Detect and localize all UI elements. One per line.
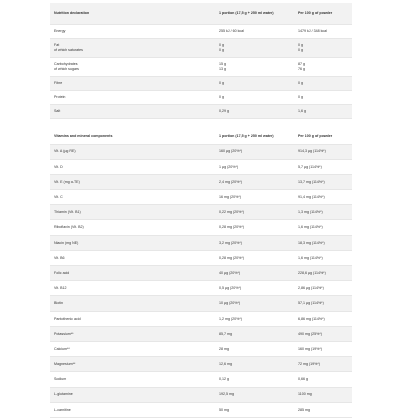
nutrient-name: Magnesium** [54, 362, 76, 367]
nutrient-value: 1100 mg [298, 392, 312, 397]
row-label-cell [50, 326, 217, 341]
nutrient-value: 76 g [298, 66, 305, 71]
header-cell: Vitamins and mineral components [50, 128, 217, 144]
header-cell: Nutrition declaration [50, 3, 217, 24]
per100-value-cell [296, 250, 352, 265]
table-header-row [50, 128, 352, 144]
table-header-row [50, 3, 352, 24]
table-row [50, 357, 352, 372]
nutrient-value: 160 µg (20%*) [219, 149, 243, 154]
row-label-cell [50, 57, 217, 76]
table-row [50, 104, 352, 118]
spacer-cell [50, 118, 352, 128]
nutrient-value: 1,6 mg (114%*) [298, 255, 323, 260]
nutrition-page [50, 3, 352, 418]
row-label-cell [50, 38, 217, 57]
nutrient-value: 0,5 µg (20%*) [219, 286, 242, 291]
nutrient-value: 0,22 mg (20%*) [219, 210, 244, 215]
nutrient-value: 50 mg [219, 407, 229, 412]
table-row [50, 281, 352, 296]
per100-value-cell [296, 57, 352, 76]
nutrient-name: Riboflavin (Vit. B2) [54, 225, 84, 230]
per100-value-cell [296, 357, 352, 372]
per100-value-cell [296, 205, 352, 220]
nutrient-name: Thiamin (Vit. B1) [54, 210, 81, 215]
nutrient-name: Fat [54, 43, 60, 48]
table-row [50, 90, 352, 104]
nutrient-name: L-glutamine [54, 392, 73, 397]
portion-value-cell [217, 57, 296, 76]
nutrient-value: 0,66 g [298, 377, 308, 382]
row-label-cell [50, 174, 217, 189]
nutrient-value: 16 mg (20%*) [219, 195, 241, 200]
portion-value-cell [217, 281, 296, 296]
nutrient-value: 255 kJ / 60 kcal [219, 28, 244, 33]
row-label-cell [50, 372, 217, 387]
row-label-cell [50, 24, 217, 38]
table-row [50, 144, 352, 159]
portion-value-cell [217, 174, 296, 189]
portion-value-cell [217, 38, 296, 57]
nutrient-value: 1479 kJ / 348 kcal [298, 28, 327, 33]
nutrient-value: 0 g [298, 94, 303, 99]
table-row [50, 220, 352, 235]
nutrient-name: Vit. B12 [54, 286, 67, 291]
per100-value-cell [296, 144, 352, 159]
nutrient-value: 0 g [219, 43, 224, 48]
nutrient-name: Niacin (mg NE) [54, 240, 79, 245]
row-label-cell [50, 357, 217, 372]
nutrient-value: 1,6 mg (114%*) [298, 225, 323, 230]
portion-value-cell [217, 159, 296, 174]
per100-value-cell [296, 190, 352, 205]
portion-value-cell [217, 220, 296, 235]
portion-value-cell [217, 250, 296, 265]
nutrient-value: 285 mg [298, 407, 310, 412]
nutrient-value: 87 g [298, 62, 305, 67]
per100-value-cell [296, 266, 352, 281]
nutrient-value: 15 g [219, 62, 226, 67]
nutrient-value: 5,7 µg (114%*) [298, 164, 322, 169]
nutrient-name: Potassium** [54, 331, 74, 336]
per100-value-cell [296, 38, 352, 57]
per100-value-cell [296, 104, 352, 118]
table-row [50, 57, 352, 76]
header-cell: 1 portion (17,5 g + 250 ml water) [217, 128, 296, 144]
nutrient-value: 40 µg (20%*) [219, 270, 241, 275]
nutrient-value: 0,29 g [219, 108, 229, 113]
table-row [50, 174, 352, 189]
per100-value-cell [296, 326, 352, 341]
nutrient-name: Vit. C [54, 195, 63, 200]
nutrient-name: Vit. D [54, 164, 63, 169]
portion-value-cell [217, 24, 296, 38]
nutrient-name: of which saturates [54, 47, 83, 52]
table-row [50, 341, 352, 356]
portion-value-cell [217, 266, 296, 281]
row-label-cell [50, 402, 217, 417]
table-row [50, 38, 352, 57]
table-row [50, 311, 352, 326]
nutrient-value: 18,3 mg (114%*) [298, 240, 325, 245]
per100-value-cell [296, 90, 352, 104]
nutrient-value: 1,3 mg (114%*) [298, 210, 323, 215]
nutrient-value: 13,7 mg (114%*) [298, 179, 325, 184]
nutrient-value: 72 mg (19%*) [298, 362, 320, 367]
portion-value-cell [217, 326, 296, 341]
nutrient-name: Pantothenic acid [54, 316, 81, 321]
nutrient-value: 0 g [219, 94, 224, 99]
nutrient-name: Carbohydrates [54, 62, 78, 67]
portion-value-cell [217, 357, 296, 372]
row-label-cell [50, 235, 217, 250]
row-label-cell [50, 311, 217, 326]
nutrient-value: 12,6 mg [219, 362, 232, 367]
nutrient-name: L-carnitine [54, 407, 71, 412]
nutrient-name: Folic acid [54, 270, 70, 275]
nutrient-value: 192,5 mg [219, 392, 234, 397]
portion-value-cell [217, 190, 296, 205]
per100-value-cell [296, 24, 352, 38]
portion-value-cell [217, 311, 296, 326]
nutrient-name: Vit. E (mg α-TE) [54, 179, 80, 184]
nutrient-value: 0 g [298, 80, 303, 85]
nutrient-value: 13 g [219, 66, 226, 71]
portion-value-cell [217, 205, 296, 220]
row-label-cell [50, 76, 217, 90]
nutrient-name: Fibre [54, 80, 63, 85]
table-row [50, 76, 352, 90]
per100-value-cell [296, 220, 352, 235]
nutrient-value: 28 mg [219, 346, 229, 351]
nutrient-value: 2,4 mg (20%*) [219, 179, 242, 184]
nutrient-value: 228,6 µg (114%*) [298, 270, 326, 275]
nutrient-value: 0,28 mg (20%*) [219, 255, 244, 260]
portion-value-cell [217, 296, 296, 311]
nutrient-value: 1 µg (20%*) [219, 164, 239, 169]
vitamins-minerals-table [50, 128, 352, 418]
per100-value-cell [296, 76, 352, 90]
nutrient-value: 6,86 mg (114%*) [298, 316, 325, 321]
nutrient-name: Biotin [54, 301, 63, 306]
nutrient-name: Salt [54, 108, 61, 113]
row-label-cell [50, 159, 217, 174]
row-label-cell [50, 205, 217, 220]
table-spacer [50, 118, 352, 128]
portion-value-cell [217, 76, 296, 90]
table-row [50, 205, 352, 220]
per100-value-cell [296, 372, 352, 387]
table-row [50, 190, 352, 205]
per100-value-cell [296, 174, 352, 189]
portion-value-cell [217, 90, 296, 104]
nutrient-value: 2,86 µg (114%*) [298, 286, 324, 291]
per100-value-cell [296, 281, 352, 296]
nutrient-value: 1,2 mg (20%*) [219, 316, 242, 321]
nutrient-name: Vit. A (µg RE) [54, 149, 76, 154]
per100-value-cell [296, 235, 352, 250]
table-row [50, 24, 352, 38]
table-row [50, 266, 352, 281]
row-label-cell [50, 190, 217, 205]
portion-value-cell [217, 372, 296, 387]
table-row [50, 372, 352, 387]
nutrient-value: 3,2 mg (20%*) [219, 240, 242, 245]
nutrient-name: Energy [54, 28, 66, 33]
nutrient-name: of which sugars [54, 66, 79, 71]
per100-value-cell [296, 311, 352, 326]
table-row [50, 250, 352, 265]
row-label-cell [50, 90, 217, 104]
portion-value-cell [217, 341, 296, 356]
nutrient-value: 914,3 µg (114%*) [298, 149, 326, 154]
nutrient-value: 0,12 g [219, 377, 229, 382]
header-cell: 1 portion (17,5 g + 250 ml water) [217, 3, 296, 24]
nutrient-value: 0 g [298, 47, 303, 52]
per100-value-cell [296, 341, 352, 356]
row-label-cell [50, 341, 217, 356]
nutrient-name: Protein [54, 94, 66, 99]
table-row [50, 402, 352, 417]
nutrient-name: Vit. B6 [54, 255, 65, 260]
nutrient-value: 0,28 mg (20%*) [219, 225, 244, 230]
nutrient-value: 91,4 mg (114%*) [298, 195, 325, 200]
nutrient-value: 1,6 g [298, 108, 306, 113]
nutrition-declaration-table [50, 3, 352, 128]
row-label-cell [50, 220, 217, 235]
row-label-cell [50, 281, 217, 296]
table-row [50, 159, 352, 174]
row-label-cell [50, 296, 217, 311]
nutrient-value: 10 µg (20%*) [219, 301, 241, 306]
per100-value-cell [296, 159, 352, 174]
nutrient-name: Calcium** [54, 346, 70, 351]
nutrient-value: 0 g [219, 47, 224, 52]
nutrient-name: Sodium [54, 377, 67, 382]
table-row [50, 235, 352, 250]
nutrient-value: 490 mg (25%*) [298, 331, 322, 336]
per100-value-cell [296, 402, 352, 417]
portion-value-cell [217, 402, 296, 417]
nutrient-value: 85,7 mg [219, 331, 232, 336]
header-cell: Per 100 g of powder [296, 3, 352, 24]
per100-value-cell [296, 296, 352, 311]
nutrient-value: 0 g [298, 43, 303, 48]
nutrient-value: 160 mg (19%*) [298, 346, 322, 351]
nutrient-value: 0 g [219, 80, 224, 85]
row-label-cell [50, 144, 217, 159]
row-label-cell [50, 104, 217, 118]
row-label-cell [50, 266, 217, 281]
portion-value-cell [217, 144, 296, 159]
header-cell: Per 100 g of powder [296, 128, 352, 144]
table-row [50, 296, 352, 311]
row-label-cell [50, 250, 217, 265]
nutrient-value: 57,1 µg (114%*) [298, 301, 324, 306]
table-row [50, 326, 352, 341]
portion-value-cell [217, 104, 296, 118]
portion-value-cell [217, 235, 296, 250]
